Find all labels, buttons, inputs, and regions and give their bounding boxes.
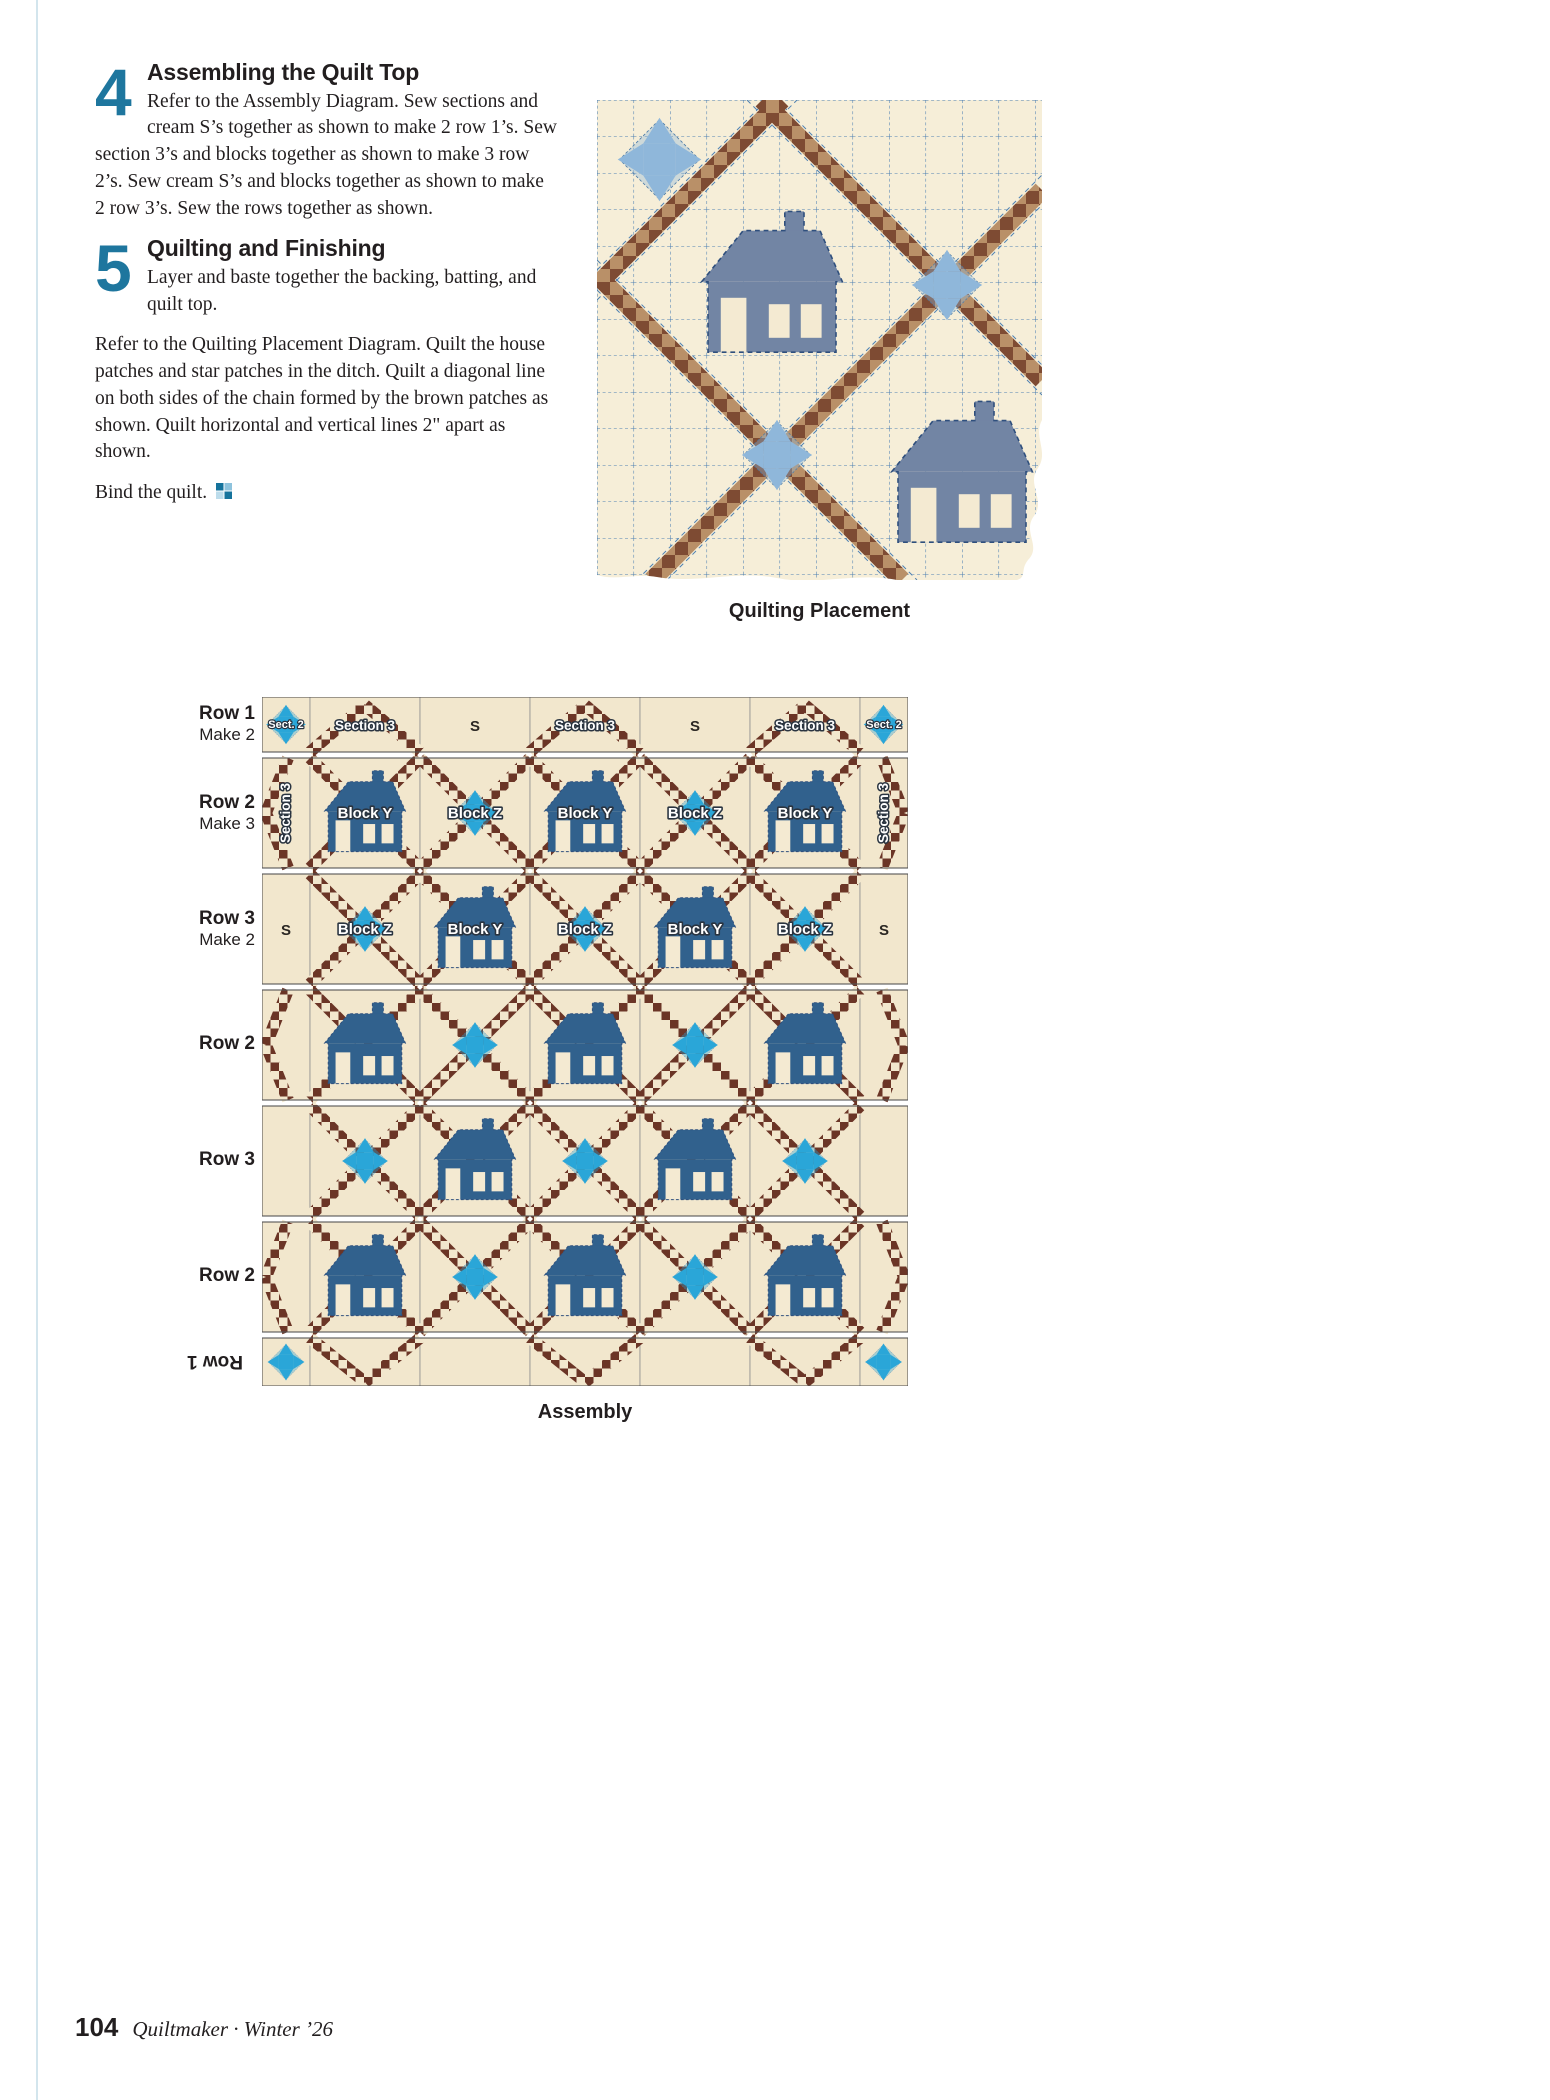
assembly-figure [187,697,912,1424]
cell-label: Section 3 [774,718,836,733]
cell-label: Block Y [557,805,613,822]
row-label-6: Row 2 [199,1265,255,1286]
cell-label: Block Y [667,921,723,938]
step-5-body: Layer and baste together the backing, batting, and quilt top. [147,267,537,315]
assembly-row-6 [262,1222,908,1332]
page-number: 104 [75,2012,119,2042]
end-mark-icon [216,483,232,499]
quilting-paragraph: Refer to the Quilting Placement Diagram. Quilt the house patches and star patches in the ditch. Quilt a diagonal line on both sides of the chain formed by the brown patches as shown. Quilt horizontal and vertical lines 2" apart as shown. [95,334,549,463]
assembly-row-7 [262,1338,908,1386]
step-5-number: 5 [95,231,132,306]
instructions-column [95,55,557,504]
assembly-row-3 [262,874,908,984]
row-label-1: Row 1 Make 2 [199,703,255,744]
cell-label: Section 3 [876,782,891,844]
cell-label: Block Z [557,921,613,938]
quilting-placement-figure [597,100,1042,623]
row-label-2: Row 2 Make 3 [199,792,255,833]
cell-label: Block Z [447,805,503,822]
step-4-number: 4 [95,55,132,129]
cell-label: Section 3 [334,718,396,733]
row-label-7-rotated: Row 1 [187,1350,243,1372]
cell-label: Sect. 2 [866,719,902,731]
assembly-row-1 [262,697,908,752]
row-label-3: Row 3 Make 2 [199,908,255,949]
placement-quilt [597,100,1042,580]
cell-label: S [878,922,890,939]
cell-label: Block Y [777,805,833,822]
cell-label: S [689,718,701,735]
step-4-section [95,55,557,222]
cell-label: Block Z [777,921,833,938]
assembly-diagram [262,697,908,1386]
cell-label: Sect. 2 [268,719,304,731]
cell-label: Block Y [337,805,393,822]
row-label-4: Row 2 [199,1033,255,1054]
page-edge-line [36,0,38,2100]
cell-label: Block Z [337,921,393,938]
magazine-name: Quiltmaker · Winter ’26 [132,2017,334,2041]
assembly-caption: Assembly [537,1401,633,1423]
step-4-body: Refer to the Assembly Diagram. Sew sections and cream S’s together as shown to make 2 row 1’s. Sew section 3’s and blocks together as shown to make 3 row 2’s. Sew cream S’s and blocks together as shown to make 2 row 3’s. Sew the rows together as shown. [95,90,557,219]
step-5-title: Quilting and Finishing [147,235,386,262]
cell-label: Section 3 [554,718,616,733]
cell-label: S [469,718,481,735]
cell-label: Section 3 [278,782,293,844]
cell-label: S [280,922,292,939]
bind-quilt-text: Bind the quilt. [95,481,208,503]
placement-caption: Quilting Placement [728,600,911,622]
assembly-row-5 [262,1106,908,1216]
step-5-section [95,231,557,318]
cell-label: Block Z [667,805,723,822]
quilting-placement-diagram [597,100,1042,580]
row-label-5: Row 3 [199,1149,255,1170]
step-4-title: Assembling the Quilt Top [147,59,420,85]
assembly-row-4 [262,990,908,1100]
assembly-row-2 [262,758,908,868]
bind-quilt-line [95,482,557,504]
page-footer [75,2012,333,2043]
cell-label: Block Y [447,921,503,938]
